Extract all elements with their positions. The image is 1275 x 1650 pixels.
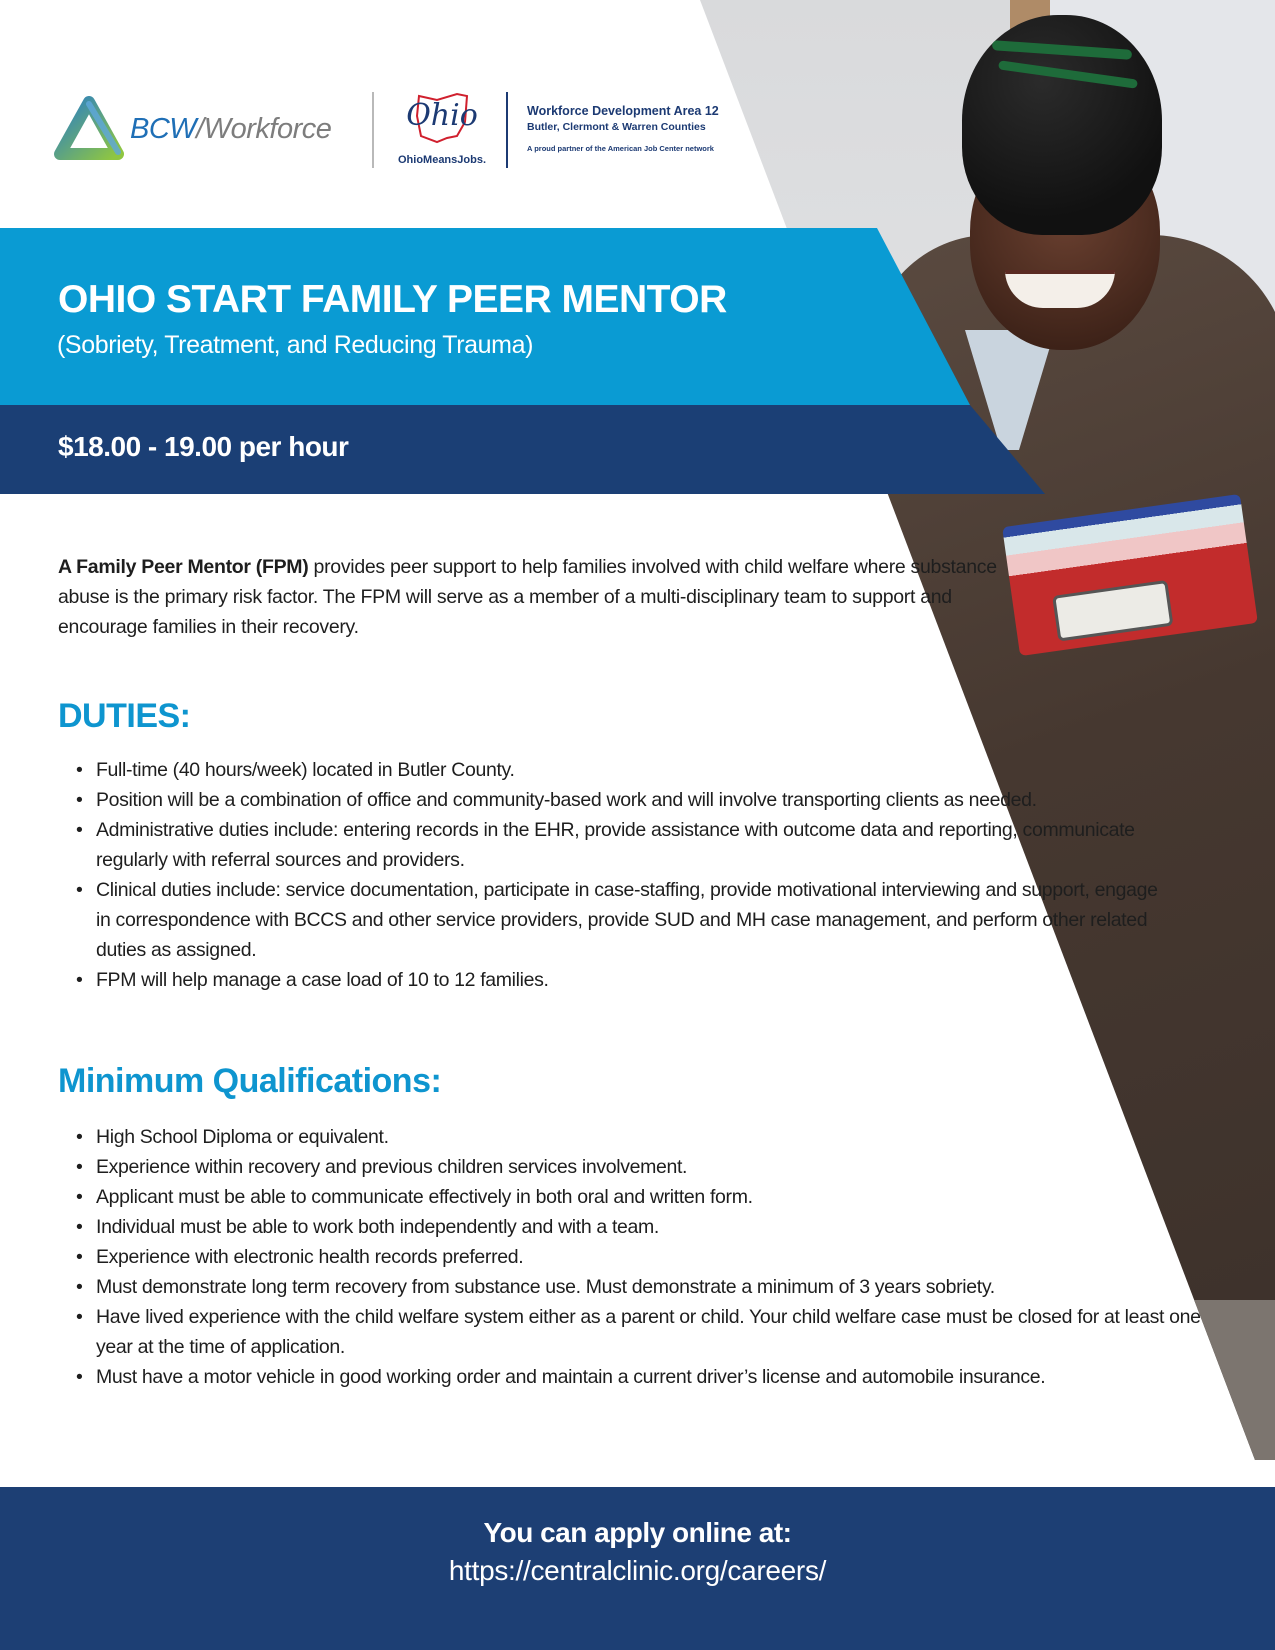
intro-text: provides peer support to help families involved with child welfare where substance abuse is the primary risk factor. The FPM will serve as a member of a multi-disciplinary team to support and encourage families in their recovery. [58,556,997,638]
bcw-workforce-logo [54,96,331,162]
list-item: • Individual must be able to work both independently and with a team. [76,1212,1226,1242]
logo-divider [372,92,374,168]
photo-hair [962,15,1162,235]
intro-paragraph [58,552,998,642]
list-item: • Experience within recovery and previous children services involvement. [76,1152,1226,1182]
qualifications-list [76,1122,1226,1392]
ohio-state-icon: Ohio [392,98,492,142]
list-item: • Have lived experience with the child welfare system either as a parent or child. Your child welfare case must be closed for at least one year at the time of application. [76,1302,1226,1362]
apply-cta: You can apply online at: [483,1517,792,1548]
list-item: • Administrative duties include: entering records in the EHR, provide assistance with outcome data and reporting, communicate regularly with referral sources and providers. [76,815,1166,875]
list-item: • Experience with electronic health records preferred. [76,1242,1226,1272]
list-item: • High School Diploma or equivalent. [76,1122,1226,1152]
list-item: • Full-time (40 hours/week) located in Butler County. [76,755,1166,785]
header-logos [54,88,754,178]
list-item: • Position will be a combination of office and community-based work and will involve transporting clients as needed. [76,785,1166,815]
duties-list [76,755,1166,995]
list-item: • Applicant must be able to communicate effectively in both oral and written form. [76,1182,1226,1212]
list-item: • Clinical duties include: service documentation, participate in case-staffing, provide motivational interviewing and support, engage in correspondence with BCCS and other service providers, provide SUD and MH case management, and perform other related duties as assigned. [76,875,1166,965]
bcw-wordmark: BCW/Workforce [130,112,332,145]
careers-link[interactable]: https://centralclinic.org/careers/ [448,1555,827,1586]
logo-divider [506,92,508,168]
intro-lead: A Family Peer Mentor (FPM) [58,556,309,578]
apply-footer [0,1487,1275,1650]
list-item: • FPM will help manage a case load of 10 to 12 families. [76,965,1166,995]
duties-heading: DUTIES: [58,697,191,735]
job-title: OHIO START FAMILY PEER MENTOR [58,278,727,321]
qualifications-heading: Minimum Qualifications: [58,1062,442,1100]
list-item: • Must demonstrate long term recovery from substance use. Must demonstrate a minimum of 3 years sobriety. [76,1272,1226,1302]
workforce-area-block: Workforce Development Area 12 Butler, Clermont & Warren Counties A proud partner of the American Job Center network [527,104,719,153]
job-subtitle: (Sobriety, Treatment, and Reducing Trauma) [57,331,534,359]
list-item: • Must have a motor vehicle in good working order and maintain a current driver’s license and automobile insurance. [76,1362,1226,1392]
ohio-means-jobs-logo: Ohio OhioMeansJobs. [392,92,492,166]
triangle-logo-icon [54,96,124,162]
pay-rate: $18.00 - 19.00 per hour [58,431,349,462]
